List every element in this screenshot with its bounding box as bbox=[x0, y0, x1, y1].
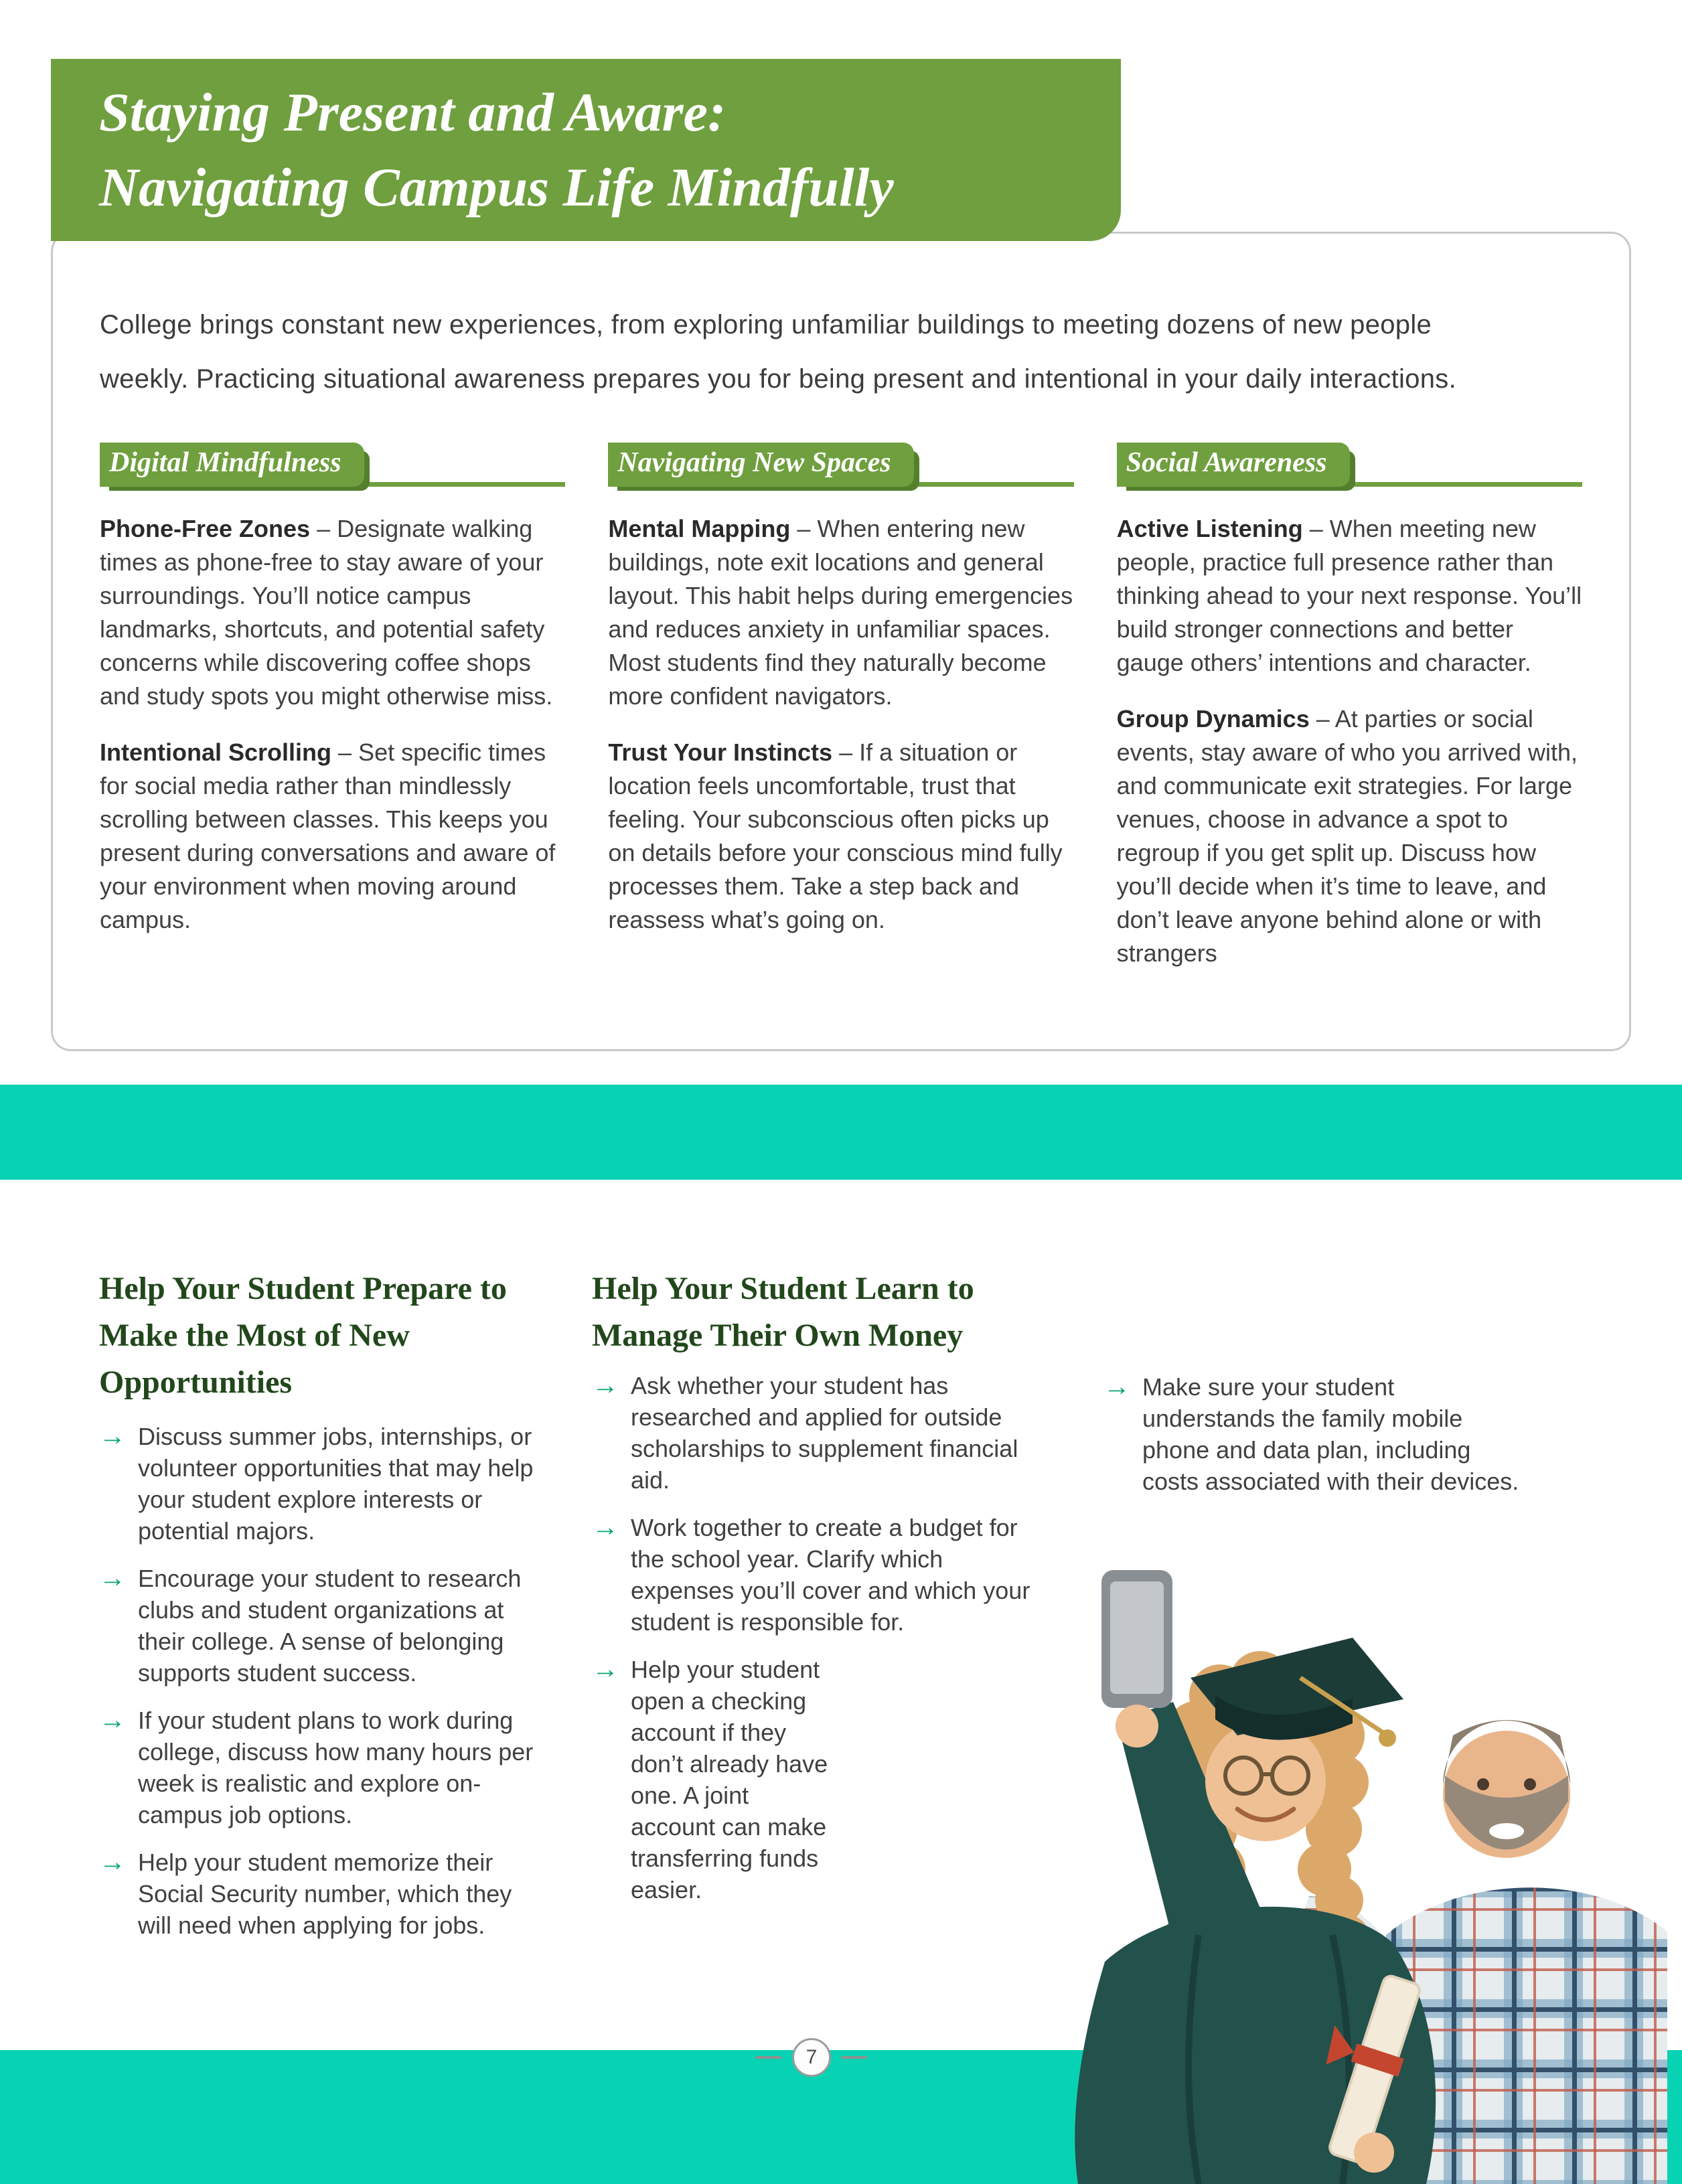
banner-title-line1: Staying Present and Aware: bbox=[99, 82, 727, 143]
column-label: Navigating New Spaces bbox=[608, 443, 913, 487]
item-lead: Trust Your Instincts bbox=[608, 738, 833, 766]
arrow-bullet-icon: → bbox=[1103, 1372, 1130, 1401]
column-header bbox=[100, 443, 565, 487]
list-item bbox=[99, 1705, 534, 1830]
column-header bbox=[608, 443, 1073, 487]
list-item bbox=[99, 1847, 534, 1941]
arrow-bullet-icon: → bbox=[99, 1705, 126, 1735]
arrow-bullet-icon: → bbox=[99, 1421, 126, 1451]
list-item bbox=[592, 1512, 1045, 1638]
bullet-text: Work together to create a budget for the school year. Clarify which expenses you’ll cover and which your student is responsible for. bbox=[631, 1514, 1030, 1636]
list-item bbox=[592, 1370, 1045, 1496]
item-lead: Intentional Scrolling bbox=[100, 738, 332, 766]
item-text: – If a situation or location feels uncomfortable, trust that feeling. Your subconscious often picks up on details before your conscious mind fully processes them. Take a step back and reassess what’s going on. bbox=[608, 738, 1063, 933]
awareness-intro: College brings constant new experiences, from exploring unfamiliar buildings to meeting dozens of new people weekly. Practicing situational awareness prepares you for being present and intentional in your daily interactions. bbox=[100, 310, 1456, 394]
bullet-text: Help your student open a checking account if they don’t already have one. A joint account can make transferring funds easier. bbox=[631, 1656, 828, 1903]
article-mobile-plan bbox=[1103, 1360, 1525, 1513]
article-manage-money bbox=[592, 1265, 1045, 1922]
list-item bbox=[592, 1654, 1045, 1905]
column-digital-mindfulness bbox=[100, 443, 565, 993]
item-text: – At parties or social events, stay aware of who you arrived with, and communicate exit strategies. For large venues, choose in advance a spot to regroup if you get split up. Discuss how you’ll decide when it’s time to leave, and don’t leave anyone behind alone or with strangers bbox=[1116, 705, 1578, 967]
column-item bbox=[608, 512, 1073, 713]
item-text: – Set specific times for social media rather than mindlessly scrolling between classes. This keeps you present during conversations and aware of your environment when moving around campus. bbox=[100, 738, 556, 933]
item-lead: Active Listening bbox=[1116, 515, 1303, 542]
awareness-box bbox=[51, 232, 1631, 1051]
column-header bbox=[1117, 443, 1582, 487]
arrow-bullet-icon: → bbox=[592, 1654, 619, 1684]
column-item bbox=[100, 512, 565, 713]
list-item bbox=[99, 1563, 534, 1689]
column-item bbox=[1117, 702, 1582, 970]
arrow-bullet-icon: → bbox=[99, 1563, 126, 1593]
bullet-text: Make sure your student understands the family mobile phone and data plan, including costs associated with their devices. bbox=[1142, 1373, 1519, 1495]
item-lead: Mental Mapping bbox=[608, 515, 791, 542]
column-item bbox=[608, 736, 1073, 937]
marker-dash-left bbox=[756, 2056, 781, 2059]
column-social-awareness bbox=[1117, 443, 1582, 993]
arrow-bullet-icon: → bbox=[592, 1512, 619, 1542]
article-title: Help Your Student Learn to Manage Their Own Money bbox=[592, 1271, 974, 1353]
item-lead: Group Dynamics bbox=[1116, 705, 1310, 732]
bullet-text: If your student plans to work during college, discuss how many hours per week is realistic and explore on-campus job options. bbox=[138, 1707, 534, 1828]
page-number-marker bbox=[756, 2038, 867, 2077]
arrow-bullet-icon: → bbox=[592, 1371, 619, 1400]
bullet-text: Help your student memorize their Social Security number, which they will need when applying for jobs. bbox=[138, 1849, 512, 1939]
column-item bbox=[1117, 512, 1582, 680]
column-item bbox=[100, 736, 565, 937]
column-navigating-new-spaces bbox=[608, 443, 1073, 993]
article-title: Help Your Student Prepare to Make the Most of New Opportunities bbox=[99, 1271, 507, 1400]
item-text: – When meeting new people, practice full presence rather than thinking ahead to your next response. You’ll build stronger connections and better gauge others’ intentions and character. bbox=[1116, 515, 1582, 676]
list-item bbox=[99, 1421, 534, 1547]
column-label: Social Awareness bbox=[1117, 443, 1350, 487]
item-text: – Designate walking times as phone-free to stay aware of your surroundings. You’ll notice campus landmarks, shortcuts, and potential safety concerns while discovering coffee shops and study spots you might otherwise miss. bbox=[100, 515, 553, 710]
arrow-bullet-icon: → bbox=[99, 1847, 126, 1877]
banner-title-line2: Navigating Campus Life Mindfully bbox=[99, 157, 894, 218]
item-lead: Phone-Free Zones bbox=[100, 515, 311, 542]
list-item bbox=[1103, 1371, 1525, 1497]
bullet-list bbox=[99, 1421, 534, 1941]
bullet-list bbox=[1103, 1371, 1525, 1497]
column-label: Digital Mindfulness bbox=[100, 443, 364, 487]
article-new-opportunities bbox=[99, 1265, 534, 1957]
page-number: 7 bbox=[792, 2038, 831, 2077]
articles-section bbox=[0, 1180, 1682, 2050]
page-banner bbox=[51, 59, 1121, 241]
bullet-text: Discuss summer jobs, internships, or volunteer opportunities that may help your student explore interests or potential majors. bbox=[138, 1423, 534, 1545]
marker-dash-right bbox=[842, 2056, 867, 2059]
awareness-columns bbox=[100, 443, 1582, 993]
item-text: – When entering new buildings, note exit locations and general layout. This habit helps during emergencies and reduces anxiety in unfamiliar spaces. Most students find they naturally become more confident navigators. bbox=[608, 515, 1073, 710]
bullet-text: Encourage your student to research clubs and student organizations at their college. A sense of belonging supports student success. bbox=[138, 1565, 522, 1687]
bullet-list bbox=[592, 1370, 1045, 1905]
teal-divider-band bbox=[0, 1085, 1682, 1180]
bullet-text: Ask whether your student has researched and applied for outside scholarships to supplement financial aid. bbox=[631, 1372, 1018, 1494]
